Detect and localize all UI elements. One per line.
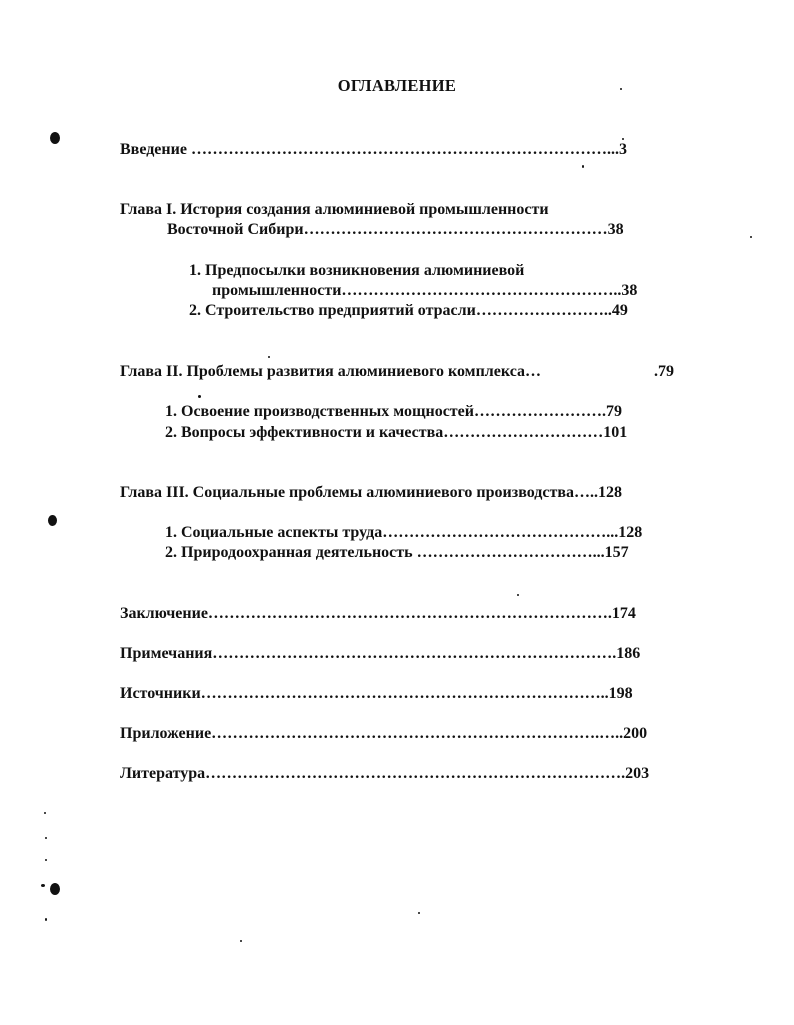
toc-chapter1-item-1-cont: промышленности……………………………………………..38	[212, 282, 638, 299]
toc-sources: Источники…………………………………………………………………..198	[120, 685, 633, 702]
scan-speck	[50, 883, 60, 895]
toc-chapter1-item-2: 2. Строительство предприятий отрасли……………………..49	[189, 302, 628, 319]
scan-speck	[268, 356, 270, 358]
page-title: ОГЛАВЛЕНИЕ	[337, 76, 457, 95]
toc-chapter2-item-2: 2. Вопросы эффективности и качества…………………………101	[165, 424, 628, 441]
scan-speck	[582, 165, 584, 168]
toc-chapter2-item-1: 1. Освоение производственных мощностей…………………….79	[165, 403, 622, 420]
scan-speck	[198, 395, 201, 398]
toc-chapter1-title: Глава I. История создания алюминиевой промышленности	[120, 201, 549, 218]
toc-chapter3-item-1: 1. Социальные аспекты труда……………………………………...128	[165, 524, 643, 541]
toc-chapter1-title-cont: Восточной Сибири…………………………………………………38	[167, 221, 624, 238]
scan-speck	[44, 812, 46, 814]
toc-chapter2-title: Глава II. Проблемы развития алюминиевого комплекса…	[120, 363, 541, 380]
scan-speck	[418, 912, 420, 914]
scan-speck	[622, 138, 624, 140]
toc-appendix: Приложение……………………………………………………………….…..200	[120, 725, 648, 742]
toc-chapter2-page: .79	[654, 363, 674, 380]
toc-conclusion: Заключение………………………………………………………………….174	[120, 605, 636, 622]
scan-speck	[45, 859, 47, 861]
scan-speck	[750, 236, 752, 238]
scan-speck	[45, 918, 47, 921]
toc-chapter3-title: Глава III. Социальные проблемы алюминиевого производства…..128	[120, 484, 622, 501]
scan-speck	[517, 594, 519, 596]
toc-chapter3-item-2: 2. Природоохранная деятельность ……………………………...157	[165, 544, 629, 561]
scan-speck	[48, 515, 57, 526]
toc-literature: Литература…………………………………………………………………….203	[120, 765, 650, 782]
toc-chapter1-item-1: 1. Предпосылки возникновения алюминиевой	[189, 262, 525, 279]
scan-speck	[45, 837, 47, 839]
scan-speck	[50, 132, 60, 144]
toc-intro: Введение ……………………………………………………………………...3	[120, 141, 627, 158]
scan-speck	[41, 884, 45, 887]
toc-notes: Примечания………………………………………………………………….186	[120, 645, 641, 662]
scan-speck	[620, 88, 622, 90]
scan-speck	[240, 940, 242, 942]
